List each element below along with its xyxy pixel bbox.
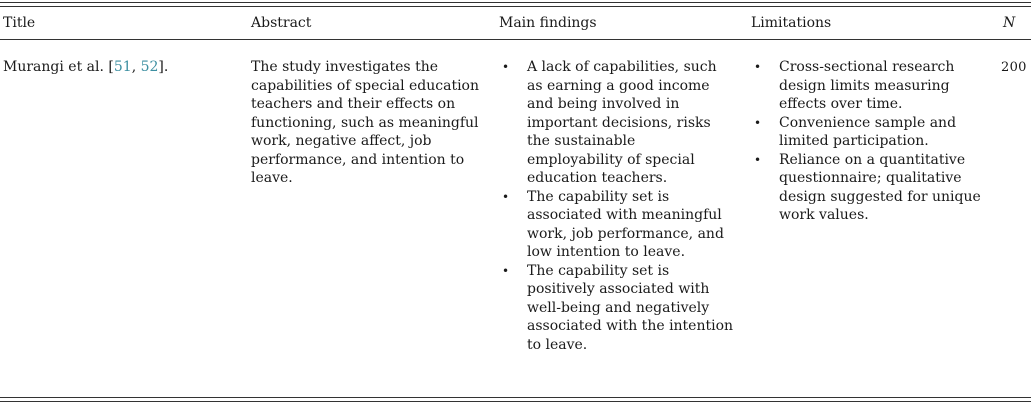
- top-rule-inner: [0, 6, 1031, 7]
- limitations-list: [751, 58, 989, 225]
- table-row-n-cell: [1001, 58, 1027, 78]
- finding-item: • The capability set is associated with meaningful work, job performance, and low intention to leave.: [499, 188, 735, 262]
- limitation-item: • Cross-sectional research design limits measuring effects over time.: [751, 58, 989, 114]
- limitation-item: • Reliance on a quantitative questionnaire; qualitative design suggested for unique work values.: [751, 151, 989, 225]
- study-title-prefix: Murangi et al. [: [3, 59, 114, 75]
- table-row-title-cell: [3, 58, 168, 77]
- sample-size-value: 200: [1001, 60, 1027, 75]
- finding-item: • A lack of capabilities, such as earning a good income and being involved in important decisions, risks the sustainable employability of special education teachers.: [499, 58, 735, 188]
- header-title: Title: [3, 15, 36, 31]
- limitation-item: • Convenience sample and limited participation.: [751, 114, 989, 151]
- top-rule: [0, 2, 1031, 3]
- citation-link-52[interactable]: 52: [140, 59, 159, 75]
- bottom-rule-inner: [0, 397, 1031, 398]
- header-limitations: Limitations: [751, 15, 832, 31]
- bottom-rule: [0, 401, 1031, 402]
- header-n: N: [1003, 15, 1016, 31]
- findings-list: [499, 58, 735, 354]
- header-abstract: Abstract: [251, 15, 312, 31]
- finding-item: • The capability set is positively associated with well-being and negatively associated with the intention to leave.: [499, 262, 735, 355]
- header-main-findings: Main findings: [499, 15, 597, 31]
- header-rule: [0, 39, 1031, 40]
- table-row-findings-cell: [499, 58, 735, 354]
- study-title-suffix: ].: [158, 59, 169, 75]
- table-row-limitations-cell: [751, 58, 989, 225]
- table-row-abstract-cell: The study investigates the capabilities of special education teachers and their effects on functioning, such as meaningful work, negative affect, job performance, and intention to leave.: [251, 59, 479, 186]
- citation-link-51[interactable]: 51: [113, 59, 132, 75]
- citation-separator: ,: [131, 59, 141, 75]
